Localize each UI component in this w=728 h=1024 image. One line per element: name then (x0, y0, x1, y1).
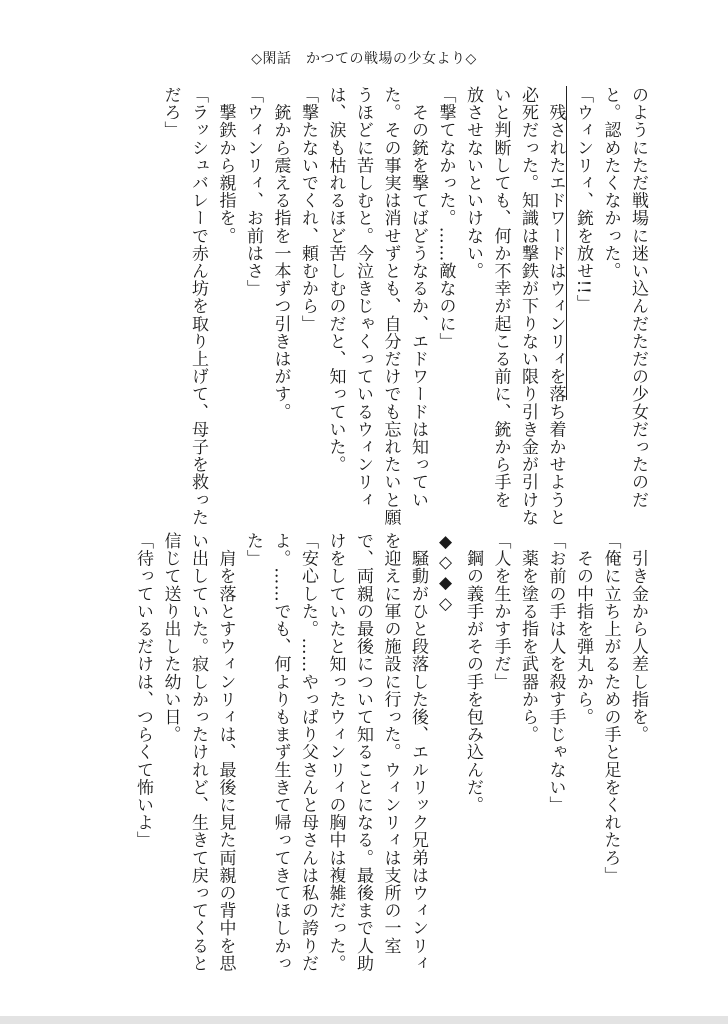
text-line: その中指を弾丸から。 (573, 532, 593, 726)
text-line: 薬を塗る指を武器から。 (518, 532, 538, 744)
text-line: 「人を生かす手だ」 (490, 532, 511, 691)
text-line: い出していた。寂しかったけれど、生きて戻ってくると (188, 532, 208, 972)
text-line: のようにただ戦場に迷い込んだただの少女だったのだ (628, 86, 648, 509)
text-line: 騒動がひと段落した後、エルリック兄弟はウィンリィ (408, 532, 428, 972)
text-line: 肩を落とすウィンリィは、最後に見た両親の背中を思 (215, 532, 236, 972)
text-line: は、涙も枯れるほど苦しむのだと、知っていた。 (325, 86, 346, 474)
text-line: 放させないといけない。 (463, 86, 483, 280)
text-line: 鋼の義手がその手を包み込んだ。 (463, 532, 483, 814)
text-line: 「撃たないでくれ、頼むから」 (298, 86, 318, 333)
text-line: だろ」 (160, 86, 181, 139)
text-line: 「ウィンリィ、銃を放せ!!」 (573, 86, 593, 313)
text-line: 「待っているだけは、つらくて怖いよ」 (133, 532, 153, 849)
text-line: 撃鉄から親指を。 (215, 86, 236, 245)
text-line: 引き金から人差し指を。 (628, 532, 648, 744)
text-line: 銃から震える指を一本ずつ引きはがす。 (270, 86, 291, 421)
text-line: 信じて送り出した幼い日。 (160, 532, 181, 744)
text-line: た」 (243, 532, 263, 568)
top-text-block (156, 86, 651, 526)
text-line: 「ラッシュバレーで赤ん坊を取り上げて、母子を救った (188, 86, 208, 526)
text-line: 「お前の手は人を殺す手じゃない」 (545, 532, 566, 814)
text-line: で、両親の最後について知ることになる。最後まで人助 (353, 532, 373, 972)
bottom-scroll-strip (0, 1016, 728, 1024)
running-header: ◇閑話 かつての戦場の少女より◇ (251, 51, 477, 67)
text-line: うほどに苦しむと。今泣きじゃくっているウィンリィ (353, 86, 373, 509)
text-line: 「安心した。……やっぱり父さんと母さんは私の誇りだ (298, 532, 318, 972)
scene-break-diamonds: ◆◇◆◇ (435, 532, 456, 615)
text-line: よ。……でも、何よりもまず生きて帰ってきてほしかっ (270, 532, 291, 972)
text-line: 必死だった。知識は撃鉄が下りない限り引き金が引けな (518, 86, 538, 526)
bottom-text-block (129, 532, 652, 972)
text-line: と。認めたくなかった。 (600, 86, 621, 280)
text-line: いと判断しても、何か不幸が起こる前に、銃から手を (490, 86, 511, 509)
text-line: た。その事実は消せずとも、自分だけでも忘れたいと願 (380, 86, 401, 526)
text-line: けをしていたと知ったウィンリィの胸中は複雑だった。 (325, 532, 346, 972)
text-line: 「ウィンリィ、お前はさ」 (243, 86, 263, 298)
text-line: その銃を撃てばどうなるか、エドワードは知ってい (408, 86, 428, 509)
text-line: を迎えに軍の施設に行った。ウィンリィは支所の一室 (380, 532, 401, 955)
text-line: 「俺に立ち上がるための手と足をくれたろ」 (600, 532, 621, 884)
text-line: 「撃てなかった。……敵なのに」 (435, 86, 456, 350)
text-line: 残されたエドワードはウィンリィを落ち着かせようと (545, 86, 566, 526)
